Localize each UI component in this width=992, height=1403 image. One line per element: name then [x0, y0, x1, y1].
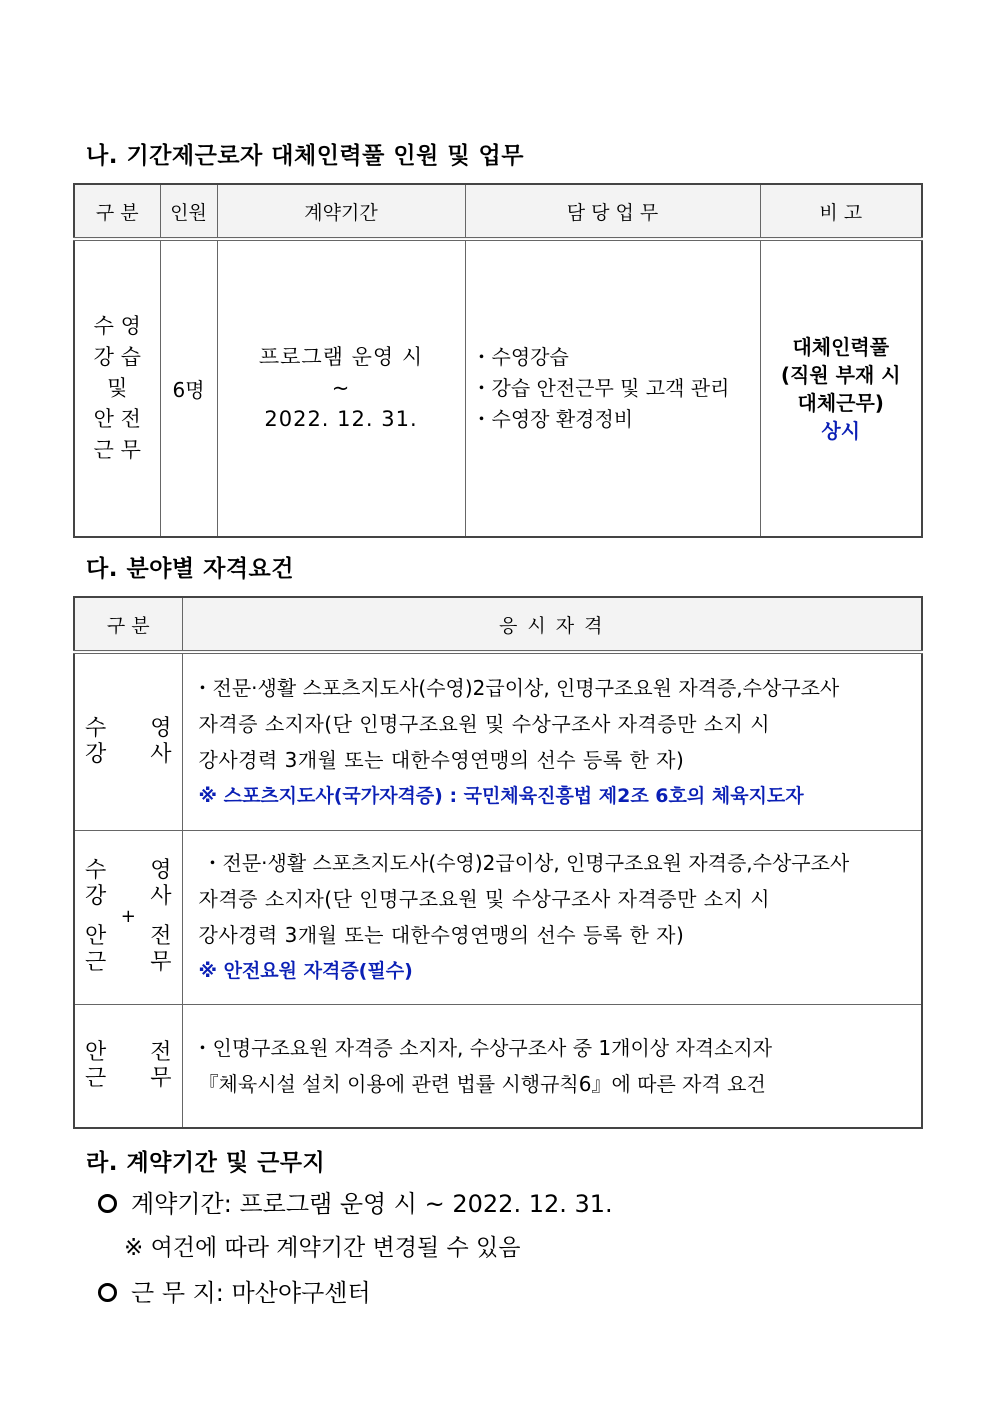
label-char: 안 — [85, 1039, 107, 1065]
header-category: 구 분 — [74, 597, 182, 652]
staff-table-row — [74, 239, 922, 537]
qualification-note: ※ 스포츠지도사(국가자격증) : 국민체육진흥법 제2조 6호의 체육지도자 — [198, 784, 804, 807]
label-char: 강 — [85, 884, 107, 909]
qualification-line: 강사경력 3개월 또는 대한수영연맹의 선수 등록 한 자) — [198, 923, 685, 947]
qualification-table — [73, 596, 923, 1129]
header-remark: 비 고 — [760, 184, 922, 239]
label-char: 수 — [85, 715, 107, 741]
remark-line: 대체인력풀 — [792, 334, 890, 359]
label-char: 영 — [150, 858, 172, 883]
period-item — [98, 1184, 613, 1219]
label-char: 전 — [150, 1039, 172, 1065]
category-line: 수 영 — [93, 314, 141, 338]
row-content — [182, 652, 922, 830]
label-char: 전 — [150, 924, 172, 949]
remark-highlight: 상시 — [821, 418, 861, 443]
label-char: 수 — [85, 858, 107, 883]
cell-count: 6명 — [160, 239, 217, 537]
row-label — [74, 830, 182, 1004]
staff-table-header — [74, 184, 922, 239]
row-label — [74, 1004, 182, 1128]
label-char: 근 — [85, 950, 107, 975]
cell-category — [74, 239, 160, 537]
header-period: 계약기간 — [217, 184, 465, 239]
remark-line: 대체근무) — [797, 390, 884, 415]
label-char: 안 — [85, 924, 107, 949]
label-char: 영 — [150, 715, 172, 741]
duty-item: ・수영강습 — [471, 345, 569, 369]
category-line: 근 무 — [93, 438, 141, 462]
section-b-heading: 나. 기간제근로자 대체인력풀 인원 및 업무 — [86, 143, 524, 169]
qualification-line: 자격증 소지자(단 인명구조요원 및 수상구조사 자격증만 소지 시 — [198, 887, 771, 911]
qualification-row — [74, 652, 922, 830]
header-count: 인원 — [160, 184, 217, 239]
period-note: ※ 여건에 따라 계약기간 변경될 수 있음 — [124, 1235, 521, 1261]
circle-bullet-icon — [98, 1283, 117, 1302]
label-char: 강 — [85, 741, 107, 767]
duty-item: ・수영장 환경정비 — [471, 407, 634, 431]
staff-table — [73, 183, 923, 538]
label-char: 사 — [150, 741, 172, 767]
period-text: 계약기간: 프로그램 운영 시 ~ 2022. 12. 31. — [131, 1190, 613, 1218]
qualification-row — [74, 830, 922, 1004]
qualification-line: ・전문·생활 스포츠지도사(수영)2급이상, 인명구조요원 자격증,수상구조사 — [202, 851, 850, 875]
qualification-line: ・인명구조요원 자격증 소지자, 수상구조사 중 1개이상 자격소지자 — [192, 1035, 773, 1060]
qualification-line: 『체육시설 설치 이용에 관련 법률 시행규칙6』에 따른 자격 요건 — [198, 1071, 766, 1096]
label-char: 근 — [85, 1065, 107, 1091]
qualification-line: 강사경력 3개월 또는 대한수영연맹의 선수 등록 한 자) — [198, 747, 685, 772]
remark-line: (직원 부재 시 — [780, 362, 901, 387]
cell-period — [217, 239, 465, 537]
circle-bullet-icon — [98, 1194, 117, 1213]
label-char: 무 — [150, 1065, 172, 1091]
row-content — [182, 1004, 922, 1128]
qualification-line: 자격증 소지자(단 인명구조요원 및 수상구조사 자격증만 소지 시 — [198, 711, 771, 736]
row-label — [74, 652, 182, 830]
cell-remark — [760, 239, 922, 537]
qualification-line: ・전문·생활 스포츠지도사(수영)2급이상, 인명구조요원 자격증,수상구조사 — [192, 675, 840, 700]
label-plus: + — [120, 906, 136, 927]
period-line: 프로그램 운영 시 — [258, 345, 424, 369]
workplace-text: 근 무 지: 마산야구센터 — [131, 1279, 371, 1307]
cell-duties — [465, 239, 760, 537]
label-char: 사 — [150, 884, 172, 909]
workplace-item — [98, 1273, 371, 1308]
period-line: 2022. 12. 31. — [264, 407, 418, 431]
period-line: ~ — [331, 376, 351, 400]
duty-item: ・강습 안전근무 및 고객 관리 — [471, 376, 730, 400]
qualification-table-header — [74, 597, 922, 652]
header-qualification: 응 시 자 격 — [182, 597, 922, 652]
category-line: 안 전 — [93, 407, 141, 431]
header-duties: 담 당 업 무 — [465, 184, 760, 239]
category-line: 강 습 — [93, 345, 141, 369]
section-c-heading: 다. 분야별 자격요건 — [86, 556, 294, 582]
label-char: 무 — [150, 950, 172, 975]
section-d-heading: 라. 계약기간 및 근무지 — [86, 1150, 326, 1176]
row-content — [182, 830, 922, 1004]
qualification-row — [74, 1004, 922, 1128]
qualification-note: ※ 안전요원 자격증(필수) — [198, 960, 413, 982]
category-line: 및 — [107, 376, 128, 400]
header-category: 구 분 — [74, 184, 160, 239]
